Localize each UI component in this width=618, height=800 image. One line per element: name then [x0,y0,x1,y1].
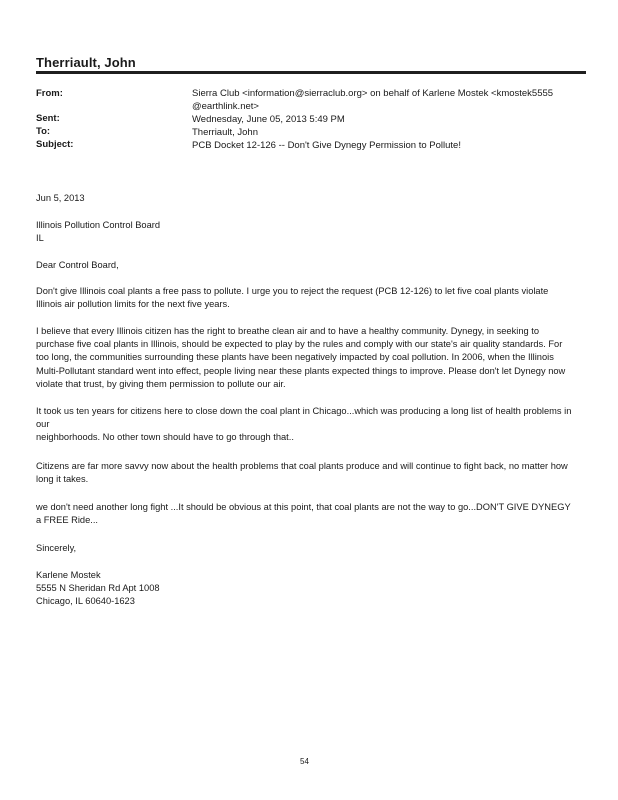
sent-label: Sent: [36,113,60,124]
to-label: To: [36,126,51,137]
subject-label: Subject: [36,139,74,150]
sent-value: Wednesday, June 05, 2013 5:49 PM [192,114,345,125]
paragraph-3-line-2: neighborhoods. No other town should have to go through that.. [36,432,294,443]
to-value: Therriault, John [192,127,259,138]
letter-recipient [36,219,576,245]
letter-closing: Sincerely, [36,543,77,553]
recipient-line-1: Illinois Pollution Control Board [36,220,161,230]
letter-date: Jun 5, 2013 [36,193,85,203]
letter-paragraph-5: we don't need another long fight ...It should be obvious at this point, that coal plants are not the way to go...DON'T GIVE DYNEGY a FREE Ride... [36,502,571,526]
header-divider [36,71,586,74]
letter-paragraph-3 [36,405,576,445]
letter-signature [36,569,576,609]
signature-address-2: Chicago, IL 60640-1623 [36,596,135,607]
paragraph-3-line-1: It took us ten years for citizens here to close down the coal plant in Chicago...which was producing a long list of health problems in our [36,406,572,430]
page-number: 54 [300,757,309,766]
letter-paragraph-4: Citizens are far more savvy now about the health problems that coal plants produce and will continue to fight back, no matter how long it takes. [36,461,568,485]
letter-paragraph-2: I believe that every Illinois citizen has the right to breathe clean air and to have a healthy community. Dynegy, in seeking to purchase five coal plants in Illinois, should be expected to play by the rules and comply with our state's air quality standards. For too long, the communities surrounding these plants have been negatively impacted by coal pollution. In 2006, when the Illinois Multi-Pollutant standard went into effect, people living near these plants expected things to improve. Please don't let Dynegy now violate that trust, by giving them permission to pollute our air. [36,326,566,389]
from-label: From: [36,88,63,99]
letter-salutation: Dear Control Board, [36,260,119,270]
from-value: Sierra Club <information@sierraclub.org> on behalf of Karlene Mostek <kmostek5555 @earthlink.net> [192,88,554,112]
letter-paragraph-1: Don't give Illinois coal plants a free pass to pollute. I urge you to reject the request (PCB 12-126) to let five coal plants violate Illinois air pollution limits for the next five years. [36,286,549,310]
signature-address-1: 5555 N Sheridan Rd Apt 1008 [36,583,160,594]
mailbox-owner-name: Therriault, John [36,55,136,70]
signature-name: Karlene Mostek [36,570,101,580]
recipient-line-2: IL [36,233,44,244]
subject-value: PCB Docket 12-126 -- Don't Give Dynegy Permission to Pollute! [192,140,461,151]
